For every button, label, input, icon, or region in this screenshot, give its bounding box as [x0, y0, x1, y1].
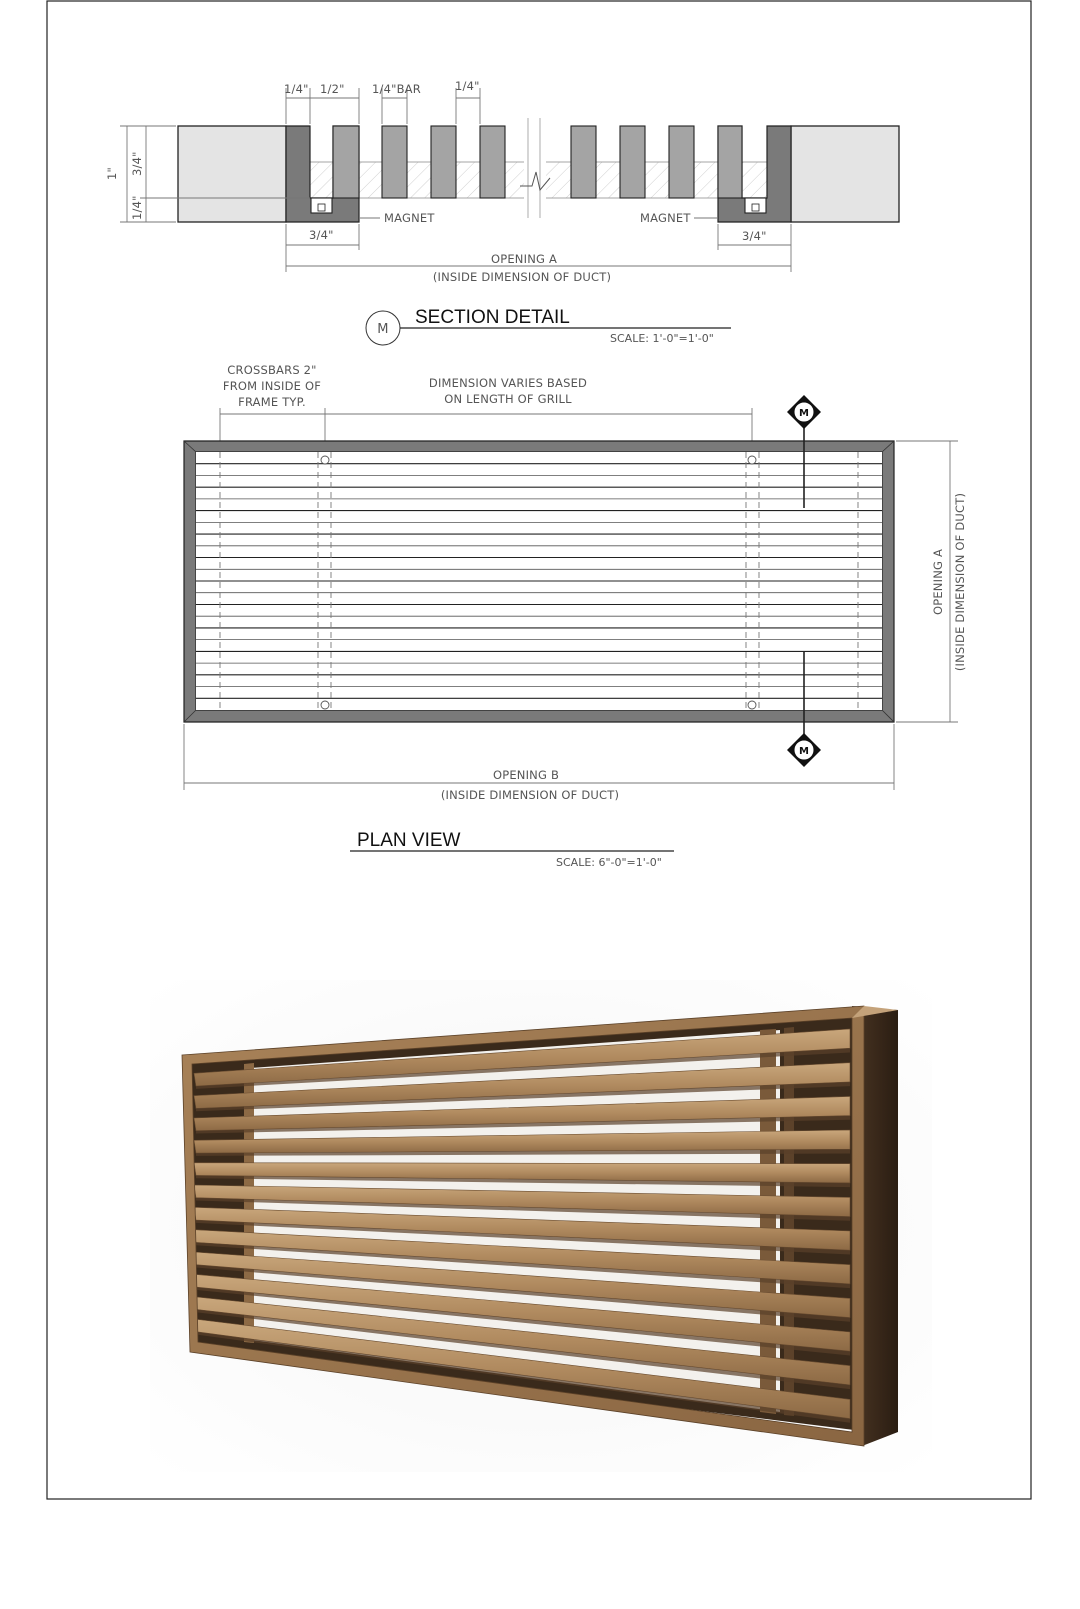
- dim-quarter-left: 1/4": [284, 82, 309, 96]
- grill-bar: [669, 126, 694, 198]
- dim-three-quarter-left: 3/4": [309, 228, 334, 242]
- inner-bar: [718, 126, 742, 198]
- dimension-note-line2: ON LENGTH OF GRILL: [444, 392, 572, 406]
- opening-b-note: (INSIDE DIMENSION OF DUCT): [440, 788, 620, 802]
- plan-view-title: PLAN VIEW: [357, 830, 461, 851]
- wood-grill-render: [150, 980, 932, 1472]
- section-detail-scale: SCALE: 1'-0"=1'-0": [610, 332, 714, 345]
- opening-b-label: OPENING B: [492, 768, 560, 782]
- dim-half: 1/2": [320, 82, 345, 96]
- plan-slats: [196, 464, 882, 699]
- section-detail-title: SECTION DETAIL: [415, 307, 570, 328]
- grill-bar: [480, 126, 505, 198]
- dim-bar: 1/4"BAR: [372, 82, 421, 96]
- marker-top-letter: M: [799, 408, 809, 419]
- dim-one: 1": [105, 166, 119, 180]
- grill-bar: [620, 126, 645, 198]
- crossbars-note-line3: FRAME TYP.: [238, 395, 306, 409]
- opening-a-note: (INSIDE DIMENSION OF DUCT): [432, 270, 612, 284]
- inner-bar: [333, 126, 359, 198]
- plan-view: [184, 363, 967, 869]
- dim-quarter-v: 1/4": [130, 195, 144, 220]
- section-detail: [105, 79, 899, 345]
- dim-three-quarter-v: 3/4": [130, 151, 144, 176]
- magnet-label-left: MAGNET: [384, 211, 435, 225]
- grill-bar: [571, 126, 596, 198]
- marker-bottom-letter: M: [799, 746, 809, 757]
- plan-view-scale: SCALE: 6"-0"=1'-0": [556, 856, 662, 869]
- crossbars-note-line1: CROSSBARS 2": [227, 363, 317, 377]
- section-marker-letter: M: [377, 322, 389, 337]
- duct-wall-left: [178, 126, 286, 222]
- plan-opening-a-note: (INSIDE DIMENSION OF DUCT): [953, 492, 967, 672]
- duct-wall-right: [791, 126, 899, 222]
- break-line: [520, 118, 550, 220]
- crossbars-note-line2: FROM INSIDE OF: [222, 379, 322, 393]
- grill-bar: [431, 126, 456, 198]
- section-marker-top: [787, 395, 821, 429]
- plan-opening-a-label: OPENING A: [931, 548, 945, 616]
- grill-bar: [382, 126, 407, 198]
- section-marker-bottom: [787, 733, 821, 767]
- dim-quarter-gap: 1/4": [455, 79, 480, 93]
- dimension-note-line1: DIMENSION VARIES BASED: [428, 376, 588, 390]
- magnet-label-right: MAGNET: [640, 211, 691, 225]
- dim-three-quarter-right: 3/4": [742, 229, 767, 243]
- opening-a-label: OPENING A: [490, 252, 558, 266]
